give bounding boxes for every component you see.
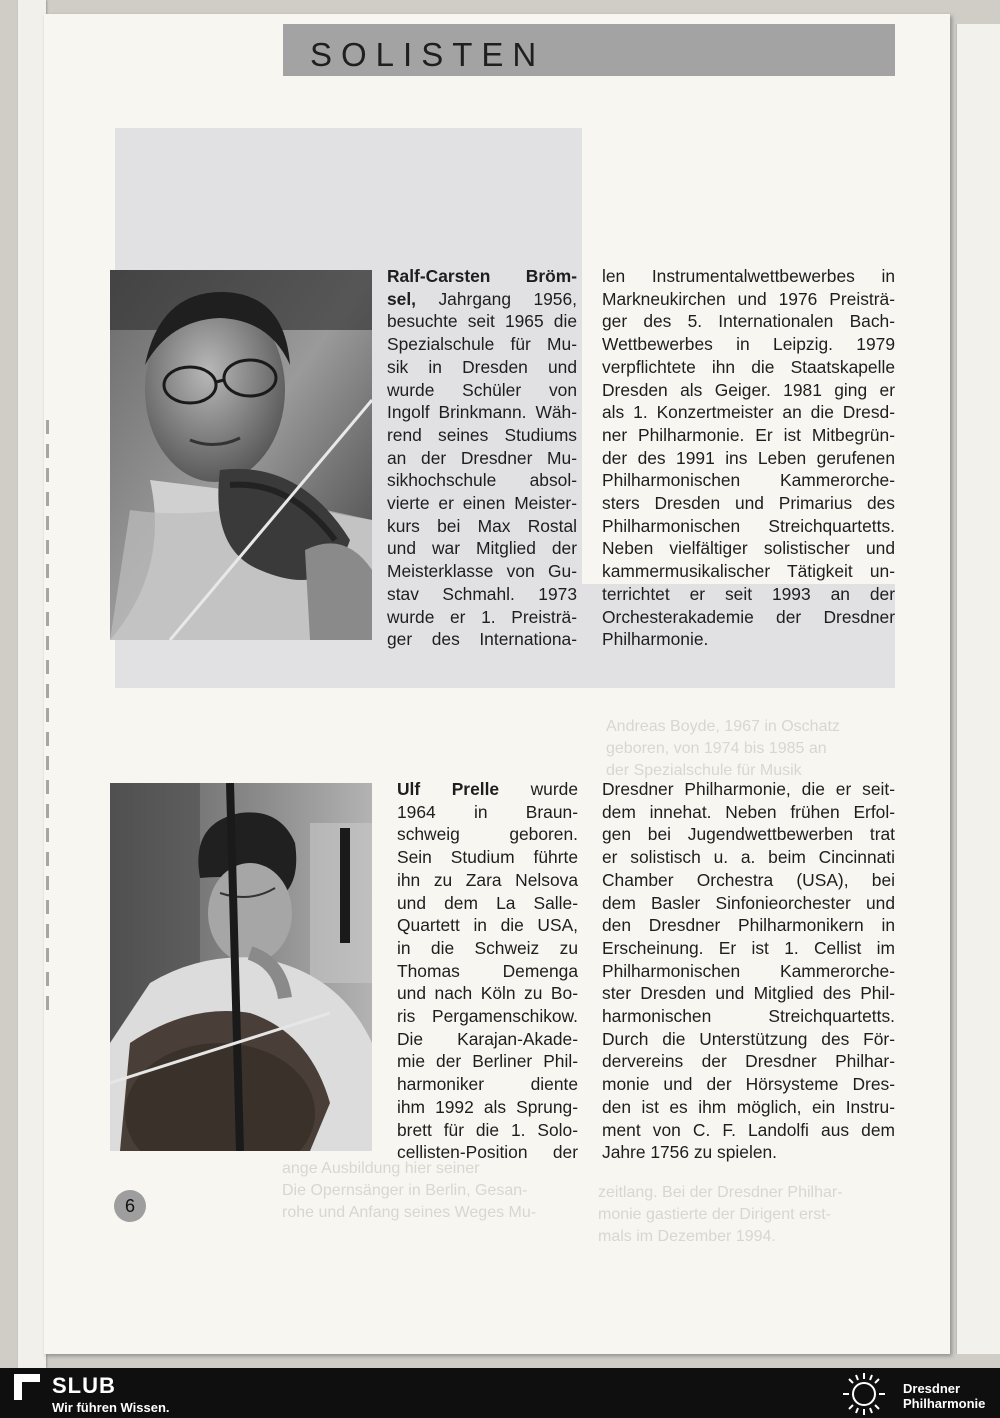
dresdner-philharmonie-logo-icon[interactable] <box>840 1371 888 1417</box>
binding-marks <box>46 420 49 1020</box>
next-page-edge <box>956 24 1000 1354</box>
violinist-photo <box>110 270 372 640</box>
bio-prelle-column-2: Dresdner Philharmonie, die er seit- dem innehat. Neben frühen Erfol- gen bei Jugendwettbewerben trat er solistisch u. a. beim Cincinnati Chamber Orchestra (USA), bei dem Basler Sinfonieorchester und den Dresdner Philharmonikern in Erscheinung. Er ist 1. Cellist im Philharmonischen Kammerorche- ster Dresden und Mitglied des Phil- harmonischen Streichquartetts. Durch die Unterstützung des För- dervereins der Dresdner Philhar- monie und der Hörsysteme Dres- den ist es ihm möglich, ein Instru- ment von C. F. Landolfi aus dem Jahre 1756 zu spielen. <box>602 779 895 1163</box>
cellist-photo <box>110 783 372 1151</box>
show-through-text: ange Ausbildung hier seiner Die Opernsänger in Berlin, Gesan- rohe und Anfang seines Weges Mu- <box>282 1160 537 1221</box>
bio-broemsel-column-1: Ralf-Carsten Bröm- sel, Jahrgang 1956, besuchte seit 1965 die Spezialschule für Mu- sik in Dresden und wurde Schüler von Ingolf Brinkmann. Wäh- rend seines Studiums an der Dresdner Mu- sikhochschule absol- vierte er einen Meister- kurs bei Max Rostal und war Mitglied der Meisterklasse von Gu- stav Schmahl. 1973 wurde er 1. Preisträ- ger des Internationa- <box>387 266 577 650</box>
section-title: SOLISTEN <box>310 36 546 73</box>
slub-name[interactable]: SLUB <box>52 1373 116 1398</box>
partner-name-line-2[interactable]: Philharmonie <box>903 1396 986 1411</box>
bio-broemsel-name: Ralf-Carsten Bröm- <box>387 266 577 286</box>
show-through-text: Andreas Boyde, 1967 in Oschatz geboren, von 1974 bis 1985 an der Spezialschule für Musik <box>606 718 840 779</box>
page-number: 6 <box>114 1190 146 1222</box>
bio-broemsel-column-2: len Instrumentalwettbewerbes in Markneukirchen und 1976 Preisträ- ger des 5. Internationalen Bach- Wettbewerbes in Leipzig. 1979 verpflichtete ihn die Staatskapelle Dresden als Geiger. 1981 ging er als 1. Konzertmeister an die Dresd- ner Philharmonie. Er ist Mitbegrün- der des 1991 ins Leben gerufenen Philharmonischen Kammerorche- sters Dresden und Primarius des Philharmonischen Streichquartetts. Neben vielfältiger solistischer und kammermusikalischer Tätigkeit un- terrichtet er seit 1993 an der Orchesterakademie der Dresdner Philharmonie. <box>602 266 895 650</box>
bio-prelle-column-1: Ulf Prelle wurde 1964 in Braun- schweig geboren. Sein Studium führte ihn zu Zara Nelsova und dem La Salle- Quartett in die USA, in die Schweiz zu Thomas Demenga und nach Köln zu Bo- ris Pergamenschikow. Die Karajan-Akade- mie der Berliner Phil- harmoniker diente ihm 1992 als Sprung- brett für die 1. Solo- cellisten-Position der <box>397 779 578 1163</box>
bio-broemsel-name-cont: sel, <box>387 288 417 309</box>
slub-tagline: Wir führen Wissen. <box>52 1400 170 1415</box>
partner-name-line-1[interactable]: Dresdner <box>903 1381 961 1396</box>
bio-prelle-name: Ulf Prelle <box>397 779 500 799</box>
previous-page-edge <box>18 0 46 1368</box>
slub-logo-icon[interactable] <box>14 1374 40 1400</box>
show-through-text: zeitlang. Bei der Dresdner Philhar- monie gastierte der Dirigent erst- mals im Dezember 1994. <box>598 1184 843 1245</box>
